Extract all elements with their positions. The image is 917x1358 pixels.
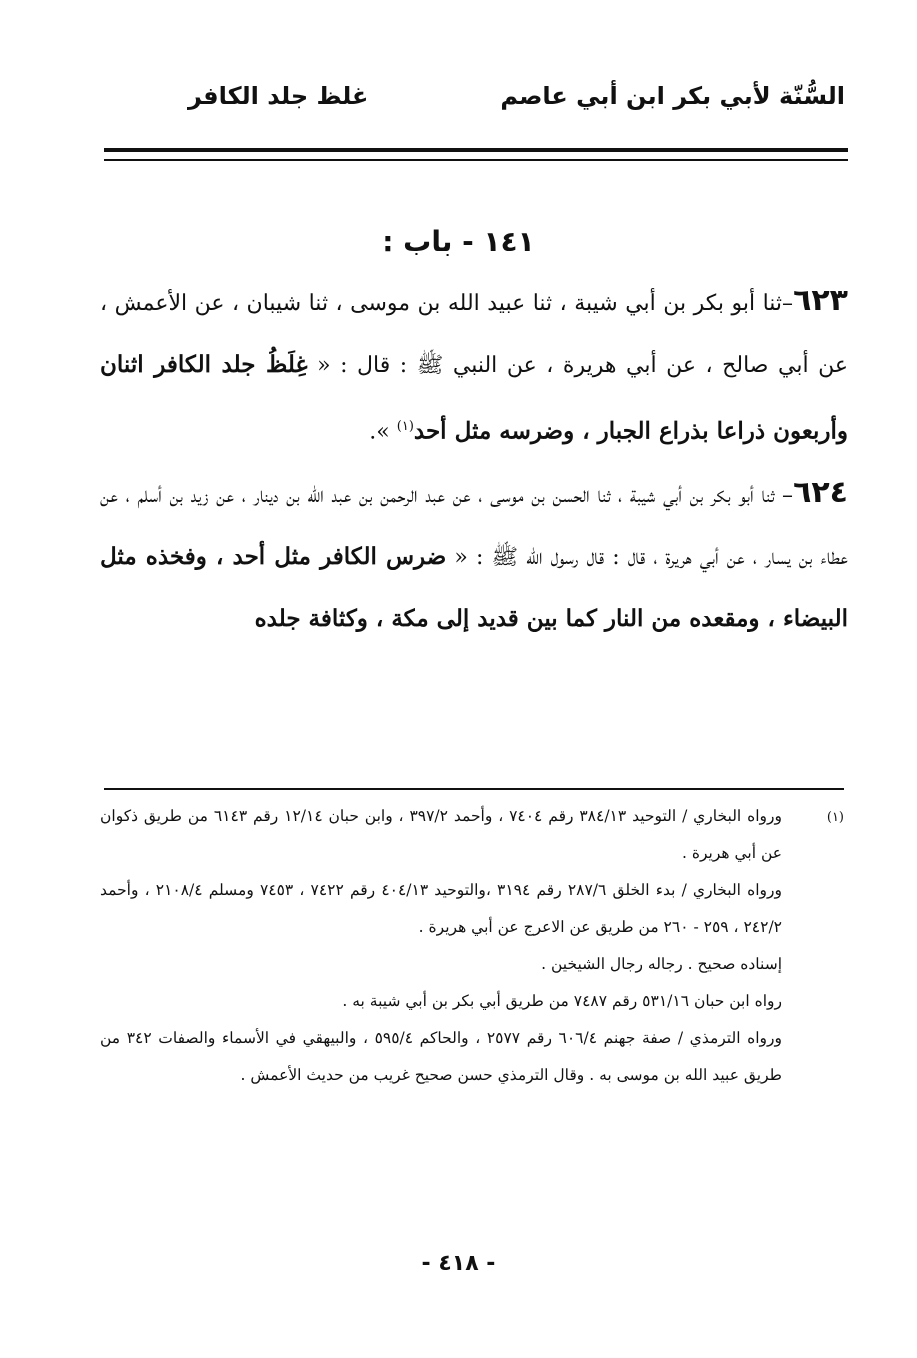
main-text (100, 270, 848, 650)
footnote-line: إسناده صحيح . رجاله رجال الشيخين . (541, 955, 782, 973)
footnote-marker: (١) (826, 810, 844, 825)
page-number: - ٤١٨ - (421, 1251, 496, 1276)
hadith-isnad: – ثنا أبو بكر بن أبي شيبة ، ثنا الحسن بن موسى ، عن عبد الرحمن بن عبد الله بن دينار ، عن زيد بن أسلم ، عن عطاء بن يسار ، عن أبي هريرة ، قال : قال رسول الله ﷺ : « (100, 483, 848, 571)
hadith-number: ٦٢٤ (793, 475, 848, 511)
hadith-number: ٦٢٣ (793, 283, 848, 318)
chapter-heading: ١٤١ - باب : (382, 225, 535, 258)
header-rule-thick (104, 148, 848, 152)
running-head-section-title: غلظ جلد الكافر (188, 82, 369, 110)
footnote-reference: (١) (396, 419, 414, 434)
footnote-line: رواه ابن حبان ٥٣١/١٦ رقم ٧٤٨٧ من طريق أبي بكر بن أبي شيبة به . (342, 992, 782, 1010)
footnote-line: ورواه الترمذي / صفة جهنم ٦٠٦/٤ رقم ٢٥٧٧ ، والحاكم ٥٩٥/٤ ، والبيهقي في الأسماء والصفات ٣٤٢ من طريق عبيد الله بن موسى به . وقال الترمذي حسن صحيح غريب من حديث الأعمش . (100, 1029, 782, 1084)
hadith-624 (100, 462, 848, 650)
hadith-isnad: –ثنا أبو بكر بن أبي شيبة ، ثنا عبيد الله بن موسى ، ثنا شيبان ، عن الأعمش ، عن أبي صالح ، عن أبي هريرة ، عن النبي ﷺ : قال : « (100, 291, 849, 378)
footnotes (100, 798, 844, 1094)
footnote-line: ورواه البخاري / بدء الخلق ٢٨٧/٦ رقم ٣١٩٤ ،والتوحيد ٤٠٤/١٣ رقم ٧٤٢٢ ، ٧٤٥٣ ومسلم ٢١٠٨/٤ ، وأحمد ٢٤٢/٢ ، ٢٥٩ - ٢٦٠ من طريق عن الاعرج عن أبي هريرة . (100, 881, 783, 936)
footnote-separator (104, 788, 844, 790)
hadith-623 (100, 270, 848, 462)
hadith-matn: غِلَظُ جلد الكافر اثنان وأربعون ذراعا بذراع الجبار ، وضرسه مثل أحد (100, 351, 848, 445)
footnote-line: ورواه البخاري / التوحيد ٣٨٤/١٣ رقم ٧٤٠٤ ، وأحمد ٣٩٧/٢ ، وابن حبان ١٢/١٤ رقم ٦١٤٣ من طريق ذكوان عن أبي هريرة . (100, 807, 782, 862)
header-rule-thin (104, 159, 848, 161)
hadith-closing: ». (369, 419, 397, 445)
running-head-book-title: السُّنّة لأبي بكر ابن أبي عاصم (500, 82, 845, 110)
hadith-matn: ضرس الكافر مثل أحد ، وفخذه مثل البيضاء ، ومقعده من النار كما بين قديد إلى مكة ، وكثافة جلده (100, 543, 848, 633)
footnote-body (100, 798, 782, 1094)
